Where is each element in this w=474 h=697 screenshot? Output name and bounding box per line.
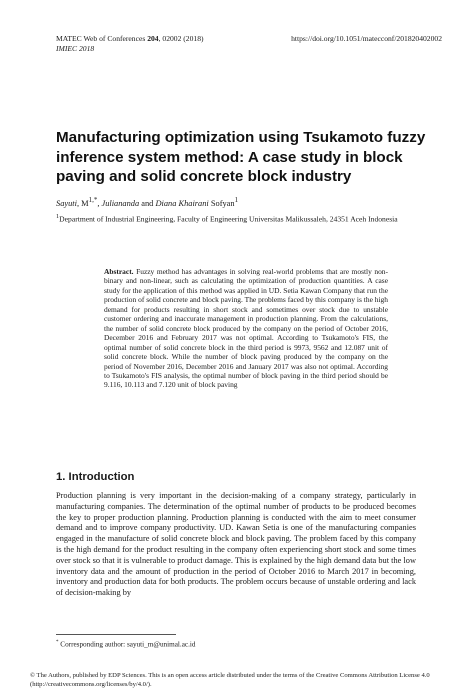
author-3-name: Diana Khairani <box>155 198 209 208</box>
section-heading-introduction: 1. Introduction <box>56 471 135 483</box>
article-id: , 02002 (2018) <box>158 34 204 43</box>
abstract <box>104 267 388 390</box>
paper-title: Manufacturing optimization using Tsukamoto fuzzy inference system method: A case study in block paving and solid concrete block industry <box>56 129 426 185</box>
footnote <box>56 640 195 648</box>
abstract-text: Fuzzy method has advantages in solving real-world problems that are mostly non-binary and non-linear, such as calculating the optimization of production quantities. A case study for the application of this method was applied in UD. Setia Kawan Company that run the production of solid concrete and block paving. The problems faced by this company is the high demand for products resulting in short stock and sometimes over stock due to unstable customer ordering and inaccurate management in production planning. From the calculations, the number of solid concrete block produced by the company on the period of October 2016, December 2016 and February 2017 was not optimal. According to Tsukamoto's FIS, the optimal number of solid concrete block in the third period is 9973, 9562 and 12.087 unit of solid concrete block. While the number of block paving produced by the company on the period of November 2016, December 2016 and January 2017 was also not optimal. According to Tsukamoto's FIS analysis, the optimal number of block paving in the third period should be 9.116, 10.113 and 7.120 unit of block paving <box>104 267 388 390</box>
footnote-divider <box>56 634 176 635</box>
doi-link[interactable]: https://doi.org/10.1051/matecconf/201820402002 <box>291 34 442 43</box>
author-1-marks: 1,* <box>88 196 98 204</box>
journal-header <box>56 34 204 44</box>
journal-venue: MATEC Web of Conferences <box>56 34 148 43</box>
footnote-mark: * <box>56 640 59 645</box>
affiliation <box>56 211 446 226</box>
author-3-surname: Sofyan <box>208 198 235 208</box>
author-separator: , <box>97 198 102 208</box>
affiliation-mark: 1 <box>56 213 60 220</box>
author-list <box>56 196 238 208</box>
author-3-marks: 1 <box>234 196 239 204</box>
journal-volume: 204 <box>147 34 159 43</box>
author-2-name: Juliananda <box>101 198 140 208</box>
author-1-initial: , M <box>76 198 89 208</box>
footnote-text: Corresponding author: sayuti_m@unimal.ac.id <box>58 640 196 649</box>
license-notice: © The Authors, published by EDP Sciences. This is an open access article distributed under the terms of the Creative Commons Attribution License 4.0 (http://creativecommons.org/licenses/by/4.0/). <box>30 672 430 688</box>
introduction-paragraph: Production planning is very important in the decision-making of a company strategy, particularly in manufacturing companies. The determination of the optimal number of products to be produced becomes the key to proper production planning. Production planning is conducted with the aim to meet consumer demand and to improve company productivity. UD. Kawan Setia is one of the manufacturing companies engaged in the manufacture of solid concrete block and block paving. The problem faced by this company is the high demand for the product resulting in the company often experiencing short stock and some times over stock so that it is vulnerable to product damage. This is explained by the high demand data but the low inventory data and the amount of production in the period of October 2016 to March 2017 in becoming, inventory and production data for both products. The problem occurs because of unstable ordering and lack of decision-making by <box>56 491 416 598</box>
affiliation-text: Department of Industrial Engineering, Faculty of Engineering Universitas Malikussaleh, 24351 Aceh Indonesia <box>59 214 398 224</box>
author-separator: and <box>139 198 156 208</box>
abstract-label: Abstract. <box>104 267 134 276</box>
author-1-name: Sayuti <box>56 198 77 208</box>
conference-name: IMIEC 2018 <box>56 44 95 53</box>
